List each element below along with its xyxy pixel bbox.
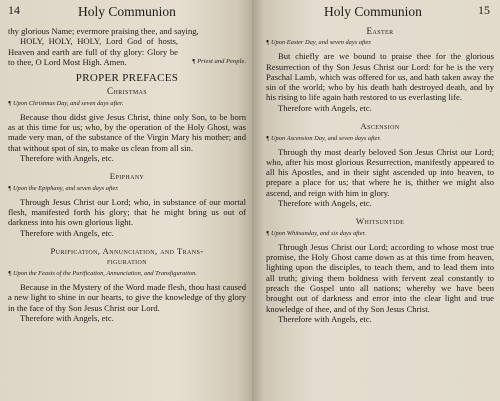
ascension-closing: Therefore with Angels, etc. <box>278 198 372 209</box>
ascension-rubric: ¶ Upon Ascension Day, and seven days after. <box>266 134 381 142</box>
sanctus-text: HOLY, HOLY, HOLY, Lord God of hosts, Heaven and earth are full of thy glory: Glory be to thee, O Lord Most High. Amen. <box>8 36 178 67</box>
sanctus-intro: thy glorious Name; evermore praising thee, and saying, <box>8 26 199 36</box>
page-number-left: 14 <box>8 3 20 17</box>
whitsuntide-rubric: ¶ Upon Whitsunday, and six days after. <box>266 229 366 237</box>
easter-closing: Therefore with Angels, etc. <box>278 102 372 113</box>
left-page-header <box>8 4 246 26</box>
purification-rubric: ¶ Upon the Feasts of the Purification, Annunciation, and Transfiguration. <box>8 269 197 277</box>
proper-prefaces-heading: PROPER PREFACES <box>75 72 179 85</box>
whitsuntide-closing: Therefore with Angels, etc. <box>278 313 372 324</box>
christmas-closing: Therefore with Angels, etc. <box>20 152 114 163</box>
page-number-right: 15 <box>478 3 490 17</box>
purification-title-line2: figuration <box>107 256 147 267</box>
purification-closing: Therefore with Angels, etc. <box>20 312 114 323</box>
whitsuntide-title: Whitsuntide <box>355 216 405 227</box>
sanctus-rubric: ¶ Priest and People. <box>192 58 246 66</box>
christmas-rubric: ¶ Upon Christmas Day, and seven days after. <box>8 99 124 107</box>
epiphany-text: Through Jesus Christ our Lord; who, in substance of our mortal flesh, manifested forth his glory; that he might bring us out of darkness into his own glorious light. <box>8 196 246 228</box>
right-page-header <box>266 4 494 26</box>
ascension-title: Ascension <box>360 121 400 132</box>
running-title-right: Holy Communion <box>324 4 422 19</box>
purification-title <box>8 246 246 267</box>
purification-text: Because in the Mystery of the Word made flesh, thou hast caused a new light to shine in our hearts, to give the knowledge of thy glory in the face of thy Son Jesus Christ our Lord. <box>8 281 246 313</box>
running-title-left: Holy Communion <box>78 4 176 19</box>
easter-rubric: ¶ Upon Easter Day, and seven days after. <box>266 39 372 47</box>
epiphany-title: Epiphany <box>109 171 145 182</box>
sanctus-block <box>8 36 246 67</box>
purification-title-line1: Purification, Annunciation, and Trans- <box>50 245 204 256</box>
epiphany-closing: Therefore with Angels, etc. <box>20 227 114 238</box>
christmas-text: Because thou didst give Jesus Christ, thine only Son, to be born as at this time for us; who, by the operation of the Holy Ghost, was made very man, of the substance of the Virgin Mary his mother; and that without spot of sin, to make us clean from all sin. <box>8 111 246 153</box>
christmas-title: Christmas <box>106 86 148 97</box>
easter-title: Easter <box>366 26 394 36</box>
whitsuntide-text: Through Jesus Christ our Lord; according to whose most true promise, the Holy Ghost came down as at this time from heaven, lighting upon the disciples, to teach them, and to lead them into all truth; giving them boldness with fervent zeal constantly to preach the Gospel unto all nations; whereby we have been brought out of darkness and error into the clear light and true knowledge of thee, and of thy Son Jesus Christ. <box>266 241 494 314</box>
epiphany-rubric: ¶ Upon the Epiphany, and seven days after. <box>8 184 119 192</box>
easter-text: But chiefly are we bound to praise thee for the glorious Resurrection of thy Son Jesus Christ our Lord: for he is the very Paschal Lamb, which was offered for us, and hath taken away the sin of the world; who by his death hath destroyed death, and by his rising to life again hath restored to us everlasting life. <box>266 51 494 103</box>
right-page <box>252 0 500 401</box>
ascension-text: Through thy most dearly beloved Son Jesus Christ our Lord; who, after his most glorious Resurrection, manifestly appeared to all his Apostles, and in their sight ascended up into heaven, to prepare a place for us; that where he is, thither we might also ascend, and reign with him in glory. <box>266 146 494 198</box>
